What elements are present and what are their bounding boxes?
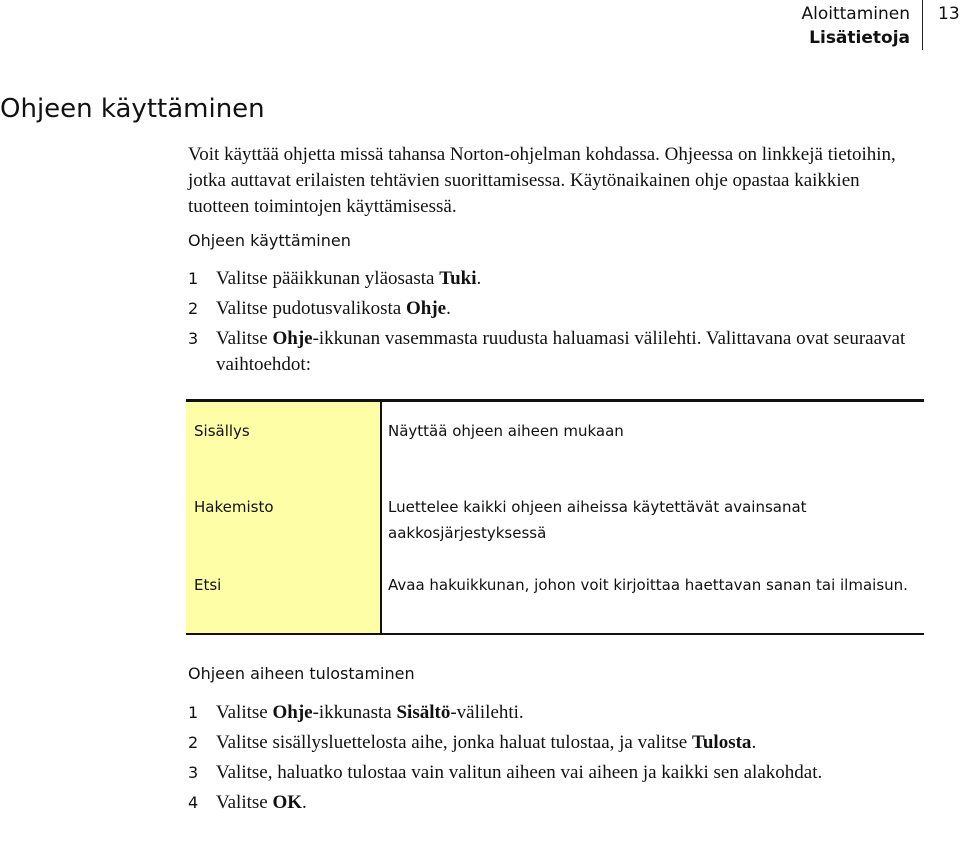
ui-term: Ohje <box>272 702 313 723</box>
ui-term: OK <box>272 792 303 813</box>
step-text: Valitse sisällysluettelosta aihe, jonka haluat tulostaa, ja valitse <box>216 732 692 753</box>
step-text: Valitse <box>216 702 273 723</box>
step-text: Valitse, haluatko tulostaa vain valitun aiheen vai aiheen ja kaikki sen alakohdat. <box>216 762 823 783</box>
step-item <box>188 760 928 786</box>
step-text: Valitse pudotusvalikosta <box>216 298 406 319</box>
step-text: Valitse <box>216 792 273 813</box>
step-text-end: . <box>751 732 757 753</box>
step-text: Valitse pääikkunan yläosasta <box>216 268 440 289</box>
intro-paragraph: Voit käyttää ohjetta missä tahansa Norton-ohjelman kohdassa. Ohjeessa on linkkejä tietoihin, jotka auttavat erilaisten tehtävien suorittamisessa. Käytönaikainen ohje opastaa kaikkien tuotteen toimintojen käyttämisessä. <box>188 144 896 217</box>
step-item <box>188 790 928 816</box>
option-description: Luettelee kaikki ohjeen aiheissa käytettävät avainsanat aakkosjärjestyksessä <box>388 498 807 543</box>
step-text-end: . <box>446 298 451 319</box>
step-number: 3 <box>188 763 199 782</box>
ui-term: Sisältö <box>396 702 451 723</box>
step-text: Valitse <box>216 328 273 349</box>
table-row <box>186 556 924 634</box>
procedure-heading-use: Ohjeen käyttäminen <box>188 231 351 250</box>
option-term: Etsi <box>186 556 381 634</box>
chapter-title: Aloittaminen <box>801 4 910 24</box>
ui-term: Ohje <box>272 328 313 349</box>
step-text-end: . <box>302 792 307 813</box>
help-tabs-table <box>186 399 924 635</box>
ui-term: Tuki <box>439 268 477 289</box>
step-item <box>188 700 928 726</box>
option-description: Näyttää ohjeen aiheen mukaan <box>388 422 624 440</box>
step-item <box>188 326 928 378</box>
step-text-mid: -ikkunasta <box>312 702 397 723</box>
procedure-steps-use <box>188 266 928 378</box>
step-text-end: -ikkunan vasemmasta ruudusta haluamasi välilehti. Valittavana ovat seuraavat vaihtoehdot: <box>216 328 906 375</box>
step-item <box>188 730 928 756</box>
page-number: 13 <box>938 4 960 24</box>
subchapter-title: Lisätietoja <box>809 28 910 48</box>
step-number: 1 <box>188 269 199 288</box>
ui-term: Tulosta <box>691 732 752 753</box>
ui-term: Ohje <box>405 298 447 319</box>
option-term: Hakemisto <box>186 478 381 556</box>
step-text-end: . <box>476 268 482 289</box>
step-item <box>188 296 928 322</box>
section-title: Ohjeen käyttäminen <box>0 94 265 124</box>
procedure-steps-print <box>188 700 928 816</box>
table-row <box>186 401 924 479</box>
step-number: 3 <box>188 329 199 348</box>
option-description: Avaa hakuikkunan, johon voit kirjoittaa haettavan sanan tai ilmaisun. <box>388 576 908 595</box>
step-text-end: -välilehti. <box>450 702 524 723</box>
step-number: 2 <box>188 733 199 752</box>
step-number: 4 <box>188 793 199 812</box>
procedure-heading-print: Ohjeen aiheen tulostaminen <box>188 664 415 683</box>
option-term: Sisällys <box>186 401 381 479</box>
page-header <box>0 0 960 56</box>
step-number: 1 <box>188 703 199 722</box>
step-item <box>188 266 928 292</box>
running-header <box>801 2 910 50</box>
header-divider <box>922 0 923 50</box>
table-row <box>186 478 924 556</box>
step-number: 2 <box>188 299 199 318</box>
